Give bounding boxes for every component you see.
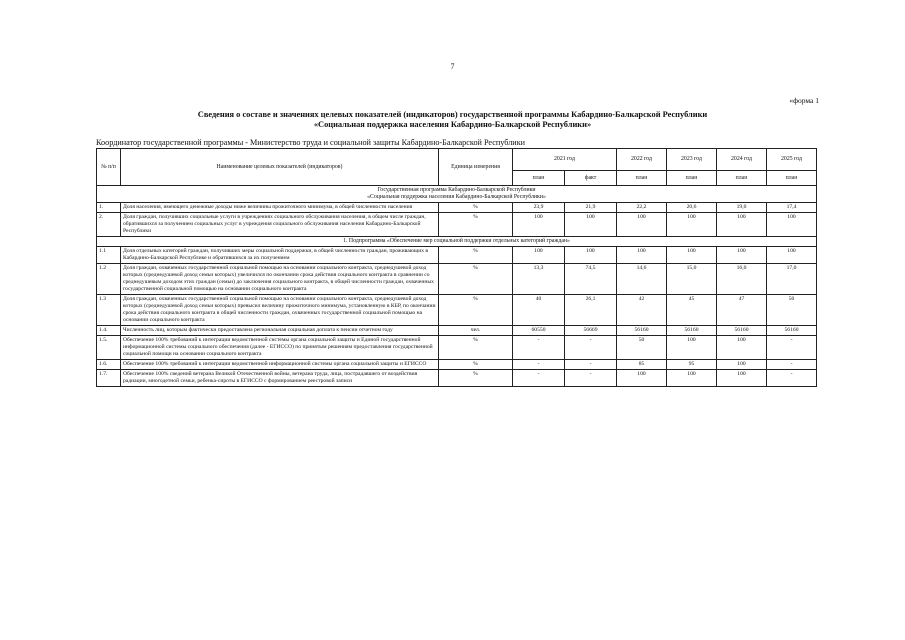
program-section-line-1: Государственная программа Кабардино-Балкарской Республики: [377, 187, 536, 193]
row-indicator-name: Доля отдельных категорий граждан, получивших меры социальной поддержки, в общей численности граждан, проживающих в Кабардино-Балкарской Республике и обратившихся за их получением: [121, 247, 439, 264]
row-2025-plan: 50: [767, 295, 817, 326]
row-unit: %: [439, 370, 513, 387]
row-2024-plan: 100: [717, 360, 767, 370]
row-2021-fact: 56669: [565, 326, 617, 336]
row-number: 2.: [97, 213, 121, 237]
header-2021: 2021 год: [513, 149, 617, 171]
row-2023-plan: 20,6: [667, 203, 717, 213]
row-indicator-name: Обеспечение 100% требований к интеграции ведомственной информационной системы органа социальной защиты и ЕГИССО: [121, 360, 439, 370]
row-2021-plan: -: [513, 336, 565, 360]
header-2021-plan: план: [513, 171, 565, 186]
row-2025-plan: 100: [767, 247, 817, 264]
coordinator-line: Координатор государственной программы - Министерство труда и социальной защиты Кабардино-Балкарской Республики: [96, 138, 526, 147]
header-2021-fact: факт: [565, 171, 617, 186]
form-label: «форма 1: [789, 96, 819, 105]
row-2024-plan: 16,0: [717, 264, 767, 295]
table-row: [97, 264, 817, 295]
table-row: [97, 295, 817, 326]
row-indicator-name: Численность лиц, которым фактически предоставлена региональная социальная доплата к пенсии отчетном году: [121, 326, 439, 336]
row-indicator-name: Доля граждан, охваченных государственной социальной помощью на основании социального контракта, среднедушевой доход которых (среднедушевой доход семьи которых) превысил величину прожиточного минимума, установленную в КБР, по окончании срока действия социального контракта в общей численности граждан, охваченных государственной социальной помощью на основании социального контракта: [121, 295, 439, 326]
subprogram-section-row: [97, 237, 817, 247]
title-line-1: Сведения о составе и значениях целевых показателей (индикаторов) государственной программы Кабардино-Балкарской Республики: [197, 110, 708, 119]
row-2024-plan: 47: [717, 295, 767, 326]
row-number: 1.6.: [97, 360, 121, 370]
row-2024-plan: 100: [717, 247, 767, 264]
row-2024-plan: 100: [717, 213, 767, 237]
header-2024: 2024 год: [717, 149, 767, 171]
row-2021-plan: 13,3: [513, 264, 565, 295]
row-2022-plan: 85: [617, 360, 667, 370]
row-2025-plan: -: [767, 360, 817, 370]
row-unit: %: [439, 295, 513, 326]
row-2025-plan: 56160: [767, 326, 817, 336]
row-unit: %: [439, 203, 513, 213]
row-number: 1.: [97, 203, 121, 213]
row-number: 1.7.: [97, 370, 121, 387]
row-2021-fact: -: [565, 360, 617, 370]
row-2024-plan: 100: [717, 370, 767, 387]
header-2022-plan: план: [617, 171, 667, 186]
row-number: 1.4.: [97, 326, 121, 336]
row-number: 1.2: [97, 264, 121, 295]
header-2024-plan: план: [717, 171, 767, 186]
row-2021-fact: -: [565, 370, 617, 387]
row-number: 1.5.: [97, 336, 121, 360]
row-2025-plan: 100: [767, 213, 817, 237]
table-row: [97, 213, 817, 237]
row-2024-plan: 56160: [717, 326, 767, 336]
row-2022-plan: 42: [617, 295, 667, 326]
row-2021-plan: 23,9: [513, 203, 565, 213]
header-2023: 2023 год: [667, 149, 717, 171]
row-2021-plan: 100: [513, 247, 565, 264]
row-2024-plan: 100: [717, 336, 767, 360]
title-line-2: «Социальная поддержка населения Кабардино-Балкарской Республики»: [313, 120, 592, 129]
header-2025: 2025 год: [767, 149, 817, 171]
program-section-line-2: «Социальная поддержка населения Кабардино-Балкарской Республики»: [367, 194, 546, 200]
page-number: 7: [450, 62, 455, 71]
row-2021-fact: -: [565, 336, 617, 360]
row-2025-plan: -: [767, 336, 817, 360]
row-unit: %: [439, 213, 513, 237]
table-row: [97, 360, 817, 370]
row-2021-fact: 100: [565, 213, 617, 237]
row-indicator-name: Обеспечение 100% сведений ветерана Великой Отечественной войны, ветерана труда, лица, пострадавшего от воздействия радиации, многодетной семьи, ребенка-сироты в ЕГИССО с формированием реестровой записи: [121, 370, 439, 387]
row-2021-plan: 60550: [513, 326, 565, 336]
row-2025-plan: 17,4: [767, 203, 817, 213]
header-2023-plan: план: [667, 171, 717, 186]
row-number: 1.3: [97, 295, 121, 326]
table-row: [97, 326, 817, 336]
indicators-table: [96, 148, 817, 387]
table-row: [97, 370, 817, 387]
header-2025-plan: план: [767, 171, 817, 186]
row-indicator-name: Доля граждан, получивших социальные услуги в учреждениях социального обслуживания населения, в общем числе граждан, обратившихся за получением социальных услуг в учреждения социального обслуживания населения Кабардино-Балкарской Республики: [121, 213, 439, 237]
row-2021-fact: 26,1: [565, 295, 617, 326]
header-2022: 2022 год: [617, 149, 667, 171]
row-2025-plan: -: [767, 370, 817, 387]
row-2023-plan: 100: [667, 336, 717, 360]
row-2022-plan: 100: [617, 213, 667, 237]
row-2025-plan: 17,0: [767, 264, 817, 295]
row-2022-plan: 100: [617, 370, 667, 387]
row-2022-plan: 22,2: [617, 203, 667, 213]
row-unit: %: [439, 360, 513, 370]
row-2022-plan: 100: [617, 247, 667, 264]
row-unit: %: [439, 247, 513, 264]
row-2023-plan: 95: [667, 360, 717, 370]
row-2022-plan: 56160: [617, 326, 667, 336]
row-2023-plan: 100: [667, 370, 717, 387]
row-2023-plan: 56160: [667, 326, 717, 336]
header-num: № п/п: [97, 149, 121, 186]
row-2022-plan: 14,6: [617, 264, 667, 295]
row-2021-fact: 74,5: [565, 264, 617, 295]
row-indicator-name: Доля населения, имеющего денежные доходы ниже величины прожиточного минимума, в общей численности населения: [121, 203, 439, 213]
program-section-row: [97, 186, 817, 203]
row-2021-plan: 100: [513, 213, 565, 237]
row-2023-plan: 100: [667, 213, 717, 237]
row-2024-plan: 19,0: [717, 203, 767, 213]
row-2021-plan: -: [513, 370, 565, 387]
row-2021-fact: 100: [565, 247, 617, 264]
row-indicator-name: Доля граждан, охваченных государственной социальной помощью на основании социального контракта, среднедушевой доход которых (среднедушевой доход семьи которых) увеличился по окончании срока действия социального контракта в сравнении со среднедушевым доходом этих граждан (семьи) до заключения социального контракта, в общей численности граждан, охваченных государственной социальной помощью на основании социального контракта: [121, 264, 439, 295]
row-unit: чел.: [439, 326, 513, 336]
table-row: [97, 247, 817, 264]
row-unit: %: [439, 264, 513, 295]
row-2022-plan: 50: [617, 336, 667, 360]
document-title: [0, 110, 905, 130]
row-number: 1.1: [97, 247, 121, 264]
row-2023-plan: 100: [667, 247, 717, 264]
row-2021-plan: -: [513, 360, 565, 370]
table-row: [97, 336, 817, 360]
row-2023-plan: 45: [667, 295, 717, 326]
table-row: [97, 203, 817, 213]
row-2021-plan: 40: [513, 295, 565, 326]
header-unit: Единица измерения: [439, 149, 513, 186]
row-2023-plan: 15,0: [667, 264, 717, 295]
row-2021-fact: 21,9: [565, 203, 617, 213]
subprogram-section-title: 1. Подпрограмма «Обеспечение мер социальной поддержки отдельных категорий граждан»: [97, 237, 817, 247]
program-section-title: [97, 186, 817, 203]
row-unit: %: [439, 336, 513, 360]
header-name: Наименование целевых показателей (индикаторов): [121, 149, 439, 186]
row-indicator-name: Обеспечение 100% требований к интеграции ведомственной системы органа социальной защиты и Единой государственной информационной системы социального обеспечения (далее - ЕГИССО) по принятым решениям предоставления государственной социальной помощи на основании социального контракта: [121, 336, 439, 360]
